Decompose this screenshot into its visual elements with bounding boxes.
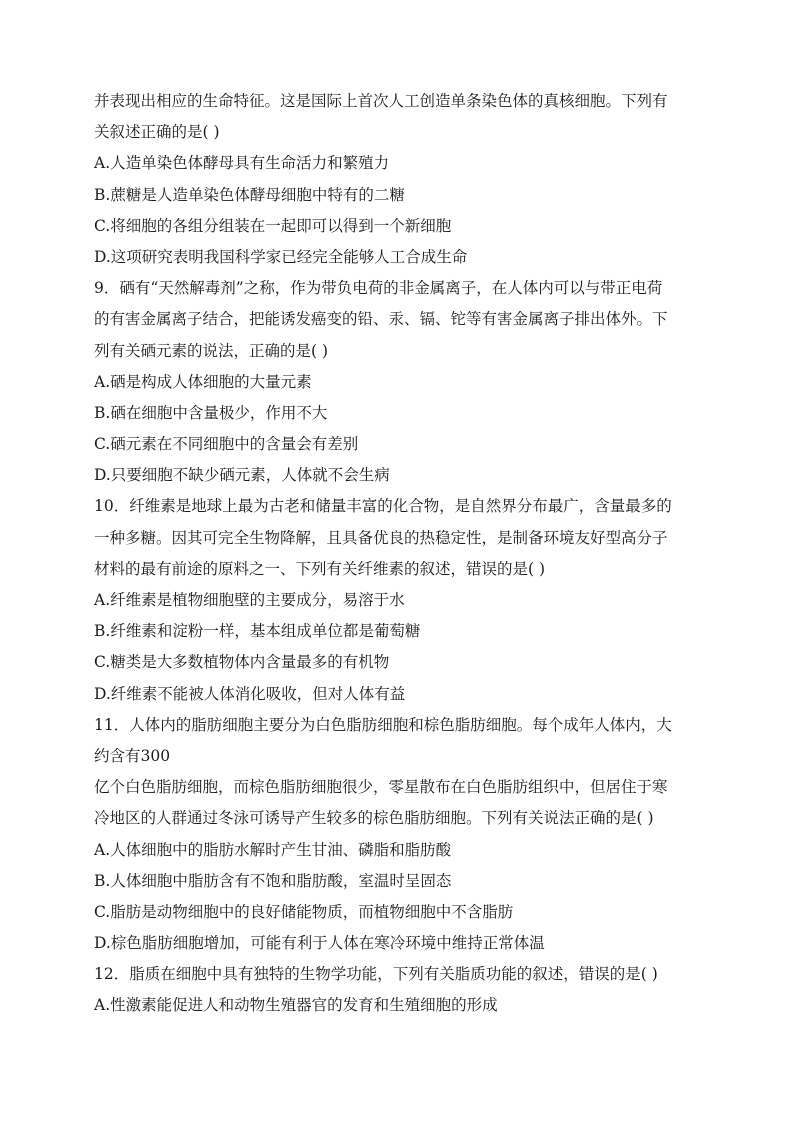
option-line: B.人体细胞中脂肪含有不饱和脂肪酸，室温时呈固态	[94, 871, 452, 890]
option-line: C.脂肪是动物细胞中的良好储能物质，而植物细胞中不含脂肪	[94, 902, 514, 921]
option-line: B.蔗糖是人造单染色体酵母细胞中特有的二糖	[94, 185, 405, 204]
question-line: 12．脂质在细胞中具有独特的生物学功能，下列有关脂质功能的叙述，错误的是( )	[94, 965, 658, 984]
option-line: A.人体细胞中的脂肪水解时产生甘油、磷脂和脂肪酸	[94, 840, 452, 859]
question-line: 10．纤维素是地球上最为古老和储量丰富的化合物，是自然界分布最广，含量最多的	[94, 497, 672, 516]
text-line: 一种多糖。因其可完全生物降解，且具备优良的热稳定性，是制备环境友好型高分子	[94, 528, 668, 547]
text-line: 列有关硒元素的说法，正确的是( )	[94, 341, 329, 360]
option-line: B.纤维素和淀粉一样，基本组成单位都是葡萄糖	[94, 622, 421, 641]
text-line: 材料的最有前途的原料之一、下列有关纤维素的叙述，错误的是( )	[94, 559, 546, 578]
option-line: A.人造单染色体酵母具有生命活力和繁殖力	[94, 154, 390, 173]
question-line: 11．人体内的脂肪细胞主要分为白色脂肪细胞和棕色脂肪细胞。每个成年人体内，大	[94, 715, 672, 734]
text-line: 亿个白色脂肪细胞，而棕色脂肪细胞很少，零星散布在白色脂肪组织中，但居住于寒	[94, 778, 668, 797]
text-line: 约含有300	[94, 746, 171, 765]
option-line: D.纤维素不能被人体消化吸收，但对人体有益	[94, 684, 406, 703]
option-line: D.棕色脂肪细胞增加，可能有利于人体在寒冷环境中维持正常体温	[94, 934, 545, 953]
text-line: 并表现出相应的生命特征。这是国际上首次人工创造单条染色体的真核细胞。下列有	[94, 92, 668, 110]
option-line: C.将细胞的各组分组装在一起即可以得到一个新细胞	[94, 216, 452, 235]
option-line: A.硒是构成人体细胞的大量元素	[94, 372, 312, 391]
option-line: A.性激素能促进人和动物生殖器官的发育和生殖细胞的形成	[94, 996, 498, 1015]
option-line: C.糖类是大多数植物体内含量最多的有机物	[94, 653, 390, 672]
option-line: D.这项研究表明我国科学家已经完全能够人工合成生命	[94, 247, 468, 266]
option-line: B.硒在细胞中含量极少，作用不大	[94, 403, 328, 422]
text-line: 冷地区的人群通过冬泳可诱导产生较多的棕色脂肪细胞。下列有关说法正确的是( )	[94, 809, 654, 828]
option-line: D.只要细胞不缺少硒元素，人体就不会生病	[94, 466, 390, 485]
text-line: 关叙述正确的是( )	[94, 123, 220, 142]
question-line: 9．硒有“天然解毒剂”之称，作为带负电荷的非金属离子，在人体内可以与带正电荷	[94, 279, 663, 298]
option-line: A.纤维素是植物细胞壁的主要成分，易溶于水	[94, 591, 405, 609]
document-page	[94, 86, 706, 1022]
text-line: 的有害金属离子结合，把能诱发癌变的铅、汞、镉、铊等有害金属离子排出体外。下	[94, 310, 668, 329]
option-line: C.硒元素在不同细胞中的含量会有差别	[94, 435, 359, 454]
